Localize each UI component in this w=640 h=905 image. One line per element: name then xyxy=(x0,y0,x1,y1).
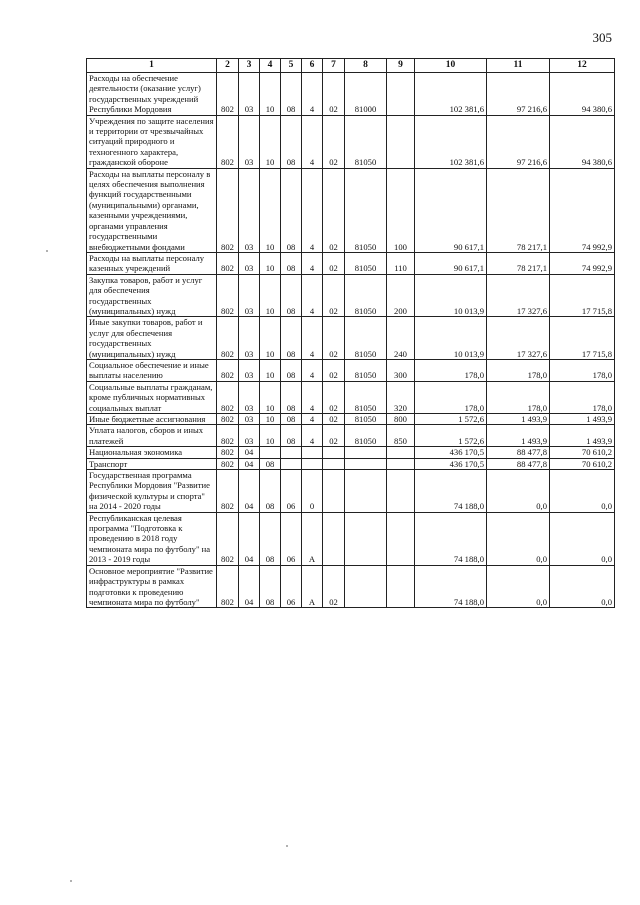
amount-cell: 1 493,9 xyxy=(487,425,550,447)
code-cell xyxy=(323,447,345,458)
row-name: Иные закупки товаров, работ и услуг для обеспечения государственных (муниципальных) нужд xyxy=(87,317,217,360)
row-name: Основное мероприятие "Развитие инфраструктуры в рамках подготовки к проведению чемпионата мира по футболу" xyxy=(87,565,217,608)
amount-cell: 17 327,6 xyxy=(487,317,550,360)
code-cell: 81050 xyxy=(345,425,387,447)
column-header-12: 12 xyxy=(550,59,615,73)
code-cell: 802 xyxy=(217,252,239,274)
code-cell: 03 xyxy=(239,252,260,274)
amount-cell: 88 477,8 xyxy=(487,458,550,469)
amount-cell: 97 216,6 xyxy=(487,73,550,116)
code-cell: 4 xyxy=(302,252,323,274)
table-row xyxy=(87,274,615,317)
row-name: Социальные выплаты гражданам, кроме публичных нормативных социальных выплат xyxy=(87,381,217,413)
amount-cell: 88 477,8 xyxy=(487,447,550,458)
amount-cell: 74 992,9 xyxy=(550,168,615,252)
code-cell: 802 xyxy=(217,168,239,252)
code-cell: 03 xyxy=(239,359,260,381)
code-cell: 08 xyxy=(281,274,302,317)
code-cell: 81050 xyxy=(345,359,387,381)
code-cell xyxy=(387,115,415,168)
code-cell: 03 xyxy=(239,73,260,116)
column-header-7: 7 xyxy=(323,59,345,73)
row-name: Расходы на выплаты персоналу казенных учреждений xyxy=(87,252,217,274)
table-row xyxy=(87,425,615,447)
column-header-1: 1 xyxy=(87,59,217,73)
code-cell: 4 xyxy=(302,425,323,447)
amount-cell: 178,0 xyxy=(487,381,550,413)
code-cell: 03 xyxy=(239,168,260,252)
code-cell xyxy=(387,447,415,458)
code-cell: 08 xyxy=(281,73,302,116)
amount-cell: 178,0 xyxy=(415,381,487,413)
column-header-4: 4 xyxy=(260,59,281,73)
code-cell: 03 xyxy=(239,274,260,317)
amount-cell: 102 381,6 xyxy=(415,73,487,116)
column-header-8: 8 xyxy=(345,59,387,73)
table-row xyxy=(87,565,615,608)
code-cell: 4 xyxy=(302,381,323,413)
table-row xyxy=(87,470,615,513)
code-cell: 100 xyxy=(387,168,415,252)
code-cell: 04 xyxy=(239,565,260,608)
code-cell xyxy=(387,512,415,565)
table-row xyxy=(87,381,615,413)
amount-cell: 94 380,6 xyxy=(550,115,615,168)
code-cell: 10 xyxy=(260,414,281,425)
amount-cell: 178,0 xyxy=(415,359,487,381)
code-cell: 200 xyxy=(387,274,415,317)
code-cell: 08 xyxy=(260,512,281,565)
table-row xyxy=(87,73,615,116)
amount-cell: 0,0 xyxy=(487,565,550,608)
code-cell: 06 xyxy=(281,565,302,608)
column-header-9: 9 xyxy=(387,59,415,73)
code-cell xyxy=(387,458,415,469)
row-name: Уплата налогов, сборов и иных платежей xyxy=(87,425,217,447)
code-cell xyxy=(345,447,387,458)
column-header-3: 3 xyxy=(239,59,260,73)
code-cell xyxy=(387,565,415,608)
code-cell: 04 xyxy=(239,512,260,565)
code-cell: 10 xyxy=(260,73,281,116)
code-cell: 06 xyxy=(281,470,302,513)
code-cell: 08 xyxy=(260,470,281,513)
code-cell: 04 xyxy=(239,470,260,513)
code-cell: 81050 xyxy=(345,252,387,274)
amount-cell: 0,0 xyxy=(550,470,615,513)
amount-cell: 74 188,0 xyxy=(415,512,487,565)
code-cell: 10 xyxy=(260,359,281,381)
column-header-5: 5 xyxy=(281,59,302,73)
code-cell: 10 xyxy=(260,168,281,252)
code-cell xyxy=(323,470,345,513)
code-cell: 02 xyxy=(323,274,345,317)
code-cell: 110 xyxy=(387,252,415,274)
budget-table xyxy=(86,58,615,608)
scan-speck xyxy=(286,845,288,847)
amount-cell: 70 610,2 xyxy=(550,447,615,458)
amount-cell: 78 217,1 xyxy=(487,252,550,274)
code-cell: 08 xyxy=(281,115,302,168)
row-name: Закупка товаров, работ и услуг для обеспечения государственных (муниципальных) нужд xyxy=(87,274,217,317)
amount-cell: 0,0 xyxy=(487,512,550,565)
row-name: Транспорт xyxy=(87,458,217,469)
code-cell xyxy=(387,470,415,513)
code-cell xyxy=(345,470,387,513)
code-cell: 4 xyxy=(302,115,323,168)
amount-cell: 97 216,6 xyxy=(487,115,550,168)
code-cell: 04 xyxy=(239,458,260,469)
code-cell: 03 xyxy=(239,414,260,425)
page-number: 305 xyxy=(592,30,612,45)
amount-cell: 102 381,6 xyxy=(415,115,487,168)
column-header-10: 10 xyxy=(415,59,487,73)
table-row xyxy=(87,115,615,168)
amount-cell: 1 572,6 xyxy=(415,414,487,425)
amount-cell: 0,0 xyxy=(550,512,615,565)
code-cell: 02 xyxy=(323,73,345,116)
code-cell: 02 xyxy=(323,565,345,608)
amount-cell: 436 170,5 xyxy=(415,447,487,458)
code-cell: 802 xyxy=(217,470,239,513)
amount-cell: 17 327,6 xyxy=(487,274,550,317)
code-cell: 03 xyxy=(239,381,260,413)
code-cell: 02 xyxy=(323,359,345,381)
code-cell: 03 xyxy=(239,425,260,447)
code-cell: 08 xyxy=(260,565,281,608)
code-cell xyxy=(281,458,302,469)
table-body xyxy=(87,73,615,608)
code-cell: 08 xyxy=(281,381,302,413)
amount-cell: 78 217,1 xyxy=(487,168,550,252)
code-cell: 802 xyxy=(217,447,239,458)
code-cell xyxy=(302,458,323,469)
code-cell: 08 xyxy=(260,458,281,469)
amount-cell: 1 493,9 xyxy=(550,425,615,447)
row-name: Республиканская целевая программа "Подготовка к проведению в 2018 году чемпионата мира по футболу" на 2013 - 2019 годы xyxy=(87,512,217,565)
code-cell: 802 xyxy=(217,359,239,381)
code-cell: 06 xyxy=(281,512,302,565)
code-cell: 802 xyxy=(217,458,239,469)
table-row xyxy=(87,447,615,458)
code-cell: 240 xyxy=(387,317,415,360)
amount-cell: 90 617,1 xyxy=(415,252,487,274)
amount-cell: 17 715,8 xyxy=(550,317,615,360)
amount-cell: 74 992,9 xyxy=(550,252,615,274)
code-cell: 08 xyxy=(281,168,302,252)
code-cell: 802 xyxy=(217,381,239,413)
code-cell xyxy=(345,565,387,608)
amount-cell: 0,0 xyxy=(487,470,550,513)
code-cell: 0 xyxy=(302,470,323,513)
code-cell: 10 xyxy=(260,115,281,168)
code-cell: 802 xyxy=(217,317,239,360)
code-cell: 02 xyxy=(323,168,345,252)
amount-cell: 10 013,9 xyxy=(415,274,487,317)
code-cell: 10 xyxy=(260,252,281,274)
code-cell: 08 xyxy=(281,317,302,360)
code-cell: 4 xyxy=(302,168,323,252)
code-cell: 02 xyxy=(323,115,345,168)
code-cell xyxy=(323,512,345,565)
code-cell: 81050 xyxy=(345,381,387,413)
code-cell: 4 xyxy=(302,73,323,116)
amount-cell: 436 170,5 xyxy=(415,458,487,469)
code-cell: 81050 xyxy=(345,168,387,252)
amount-cell: 1 572,6 xyxy=(415,425,487,447)
table-row xyxy=(87,458,615,469)
row-name: Национальная экономика xyxy=(87,447,217,458)
code-cell: 802 xyxy=(217,425,239,447)
code-cell: 10 xyxy=(260,425,281,447)
amount-cell: 0,0 xyxy=(550,565,615,608)
code-cell: 08 xyxy=(281,414,302,425)
code-cell: 02 xyxy=(323,414,345,425)
table-row xyxy=(87,168,615,252)
row-name: Расходы на выплаты персоналу в целях обеспечения выполнения функций государственными (муниципальными) органами, казенными учреждениями, органами управления государственными внебюджетными фондами xyxy=(87,168,217,252)
code-cell: А xyxy=(302,565,323,608)
code-cell: 03 xyxy=(239,115,260,168)
code-cell: 81050 xyxy=(345,317,387,360)
code-cell: 802 xyxy=(217,565,239,608)
code-cell: 10 xyxy=(260,381,281,413)
code-cell: 800 xyxy=(387,414,415,425)
column-header-2: 2 xyxy=(217,59,239,73)
code-cell: 4 xyxy=(302,359,323,381)
code-cell: 300 xyxy=(387,359,415,381)
code-cell: 04 xyxy=(239,447,260,458)
code-cell: 10 xyxy=(260,317,281,360)
scan-speck xyxy=(46,250,48,252)
amount-cell: 74 188,0 xyxy=(415,565,487,608)
code-cell: 08 xyxy=(281,359,302,381)
code-cell: 02 xyxy=(323,425,345,447)
code-cell: 802 xyxy=(217,274,239,317)
code-cell: 4 xyxy=(302,317,323,360)
code-cell xyxy=(345,458,387,469)
row-name: Учреждения по защите населения и территории от чрезвычайных ситуаций природного и техногенного характера, гражданской обороне xyxy=(87,115,217,168)
code-cell: 81050 xyxy=(345,115,387,168)
table-row xyxy=(87,317,615,360)
code-cell: 10 xyxy=(260,274,281,317)
code-cell xyxy=(345,512,387,565)
header-row xyxy=(87,59,615,73)
code-cell: 802 xyxy=(217,73,239,116)
amount-cell: 17 715,8 xyxy=(550,274,615,317)
code-cell xyxy=(302,447,323,458)
code-cell xyxy=(387,73,415,116)
amount-cell: 1 493,9 xyxy=(550,414,615,425)
amount-cell: 178,0 xyxy=(550,381,615,413)
code-cell: 81050 xyxy=(345,274,387,317)
code-cell: 802 xyxy=(217,512,239,565)
code-cell xyxy=(281,447,302,458)
code-cell: 81000 xyxy=(345,73,387,116)
table-row xyxy=(87,414,615,425)
row-name: Социальное обеспечение и иные выплаты населению xyxy=(87,359,217,381)
amount-cell: 74 188,0 xyxy=(415,470,487,513)
code-cell: А xyxy=(302,512,323,565)
code-cell: 81050 xyxy=(345,414,387,425)
row-name: Расходы на обеспечение деятельности (оказание услуг) государственных учреждений Республики Мордовия xyxy=(87,73,217,116)
code-cell: 03 xyxy=(239,317,260,360)
code-cell: 850 xyxy=(387,425,415,447)
table-row xyxy=(87,512,615,565)
amount-cell: 90 617,1 xyxy=(415,168,487,252)
table-row xyxy=(87,359,615,381)
amount-cell: 178,0 xyxy=(550,359,615,381)
row-name: Иные бюджетные ассигнования xyxy=(87,414,217,425)
table-row xyxy=(87,252,615,274)
code-cell: 02 xyxy=(323,252,345,274)
code-cell: 08 xyxy=(281,425,302,447)
amount-cell: 1 493,9 xyxy=(487,414,550,425)
code-cell: 02 xyxy=(323,381,345,413)
code-cell: 02 xyxy=(323,317,345,360)
amount-cell: 70 610,2 xyxy=(550,458,615,469)
code-cell: 4 xyxy=(302,414,323,425)
code-cell: 320 xyxy=(387,381,415,413)
code-cell xyxy=(323,458,345,469)
code-cell xyxy=(260,447,281,458)
code-cell: 08 xyxy=(281,252,302,274)
column-header-11: 11 xyxy=(487,59,550,73)
amount-cell: 94 380,6 xyxy=(550,73,615,116)
row-name: Государственная программа Республики Мордовия "Развитие физической культуры и спорта" на 2014 - 2020 годы xyxy=(87,470,217,513)
scan-speck xyxy=(70,880,72,882)
code-cell: 4 xyxy=(302,274,323,317)
code-cell: 802 xyxy=(217,115,239,168)
amount-cell: 10 013,9 xyxy=(415,317,487,360)
amount-cell: 178,0 xyxy=(487,359,550,381)
code-cell: 802 xyxy=(217,414,239,425)
column-header-6: 6 xyxy=(302,59,323,73)
